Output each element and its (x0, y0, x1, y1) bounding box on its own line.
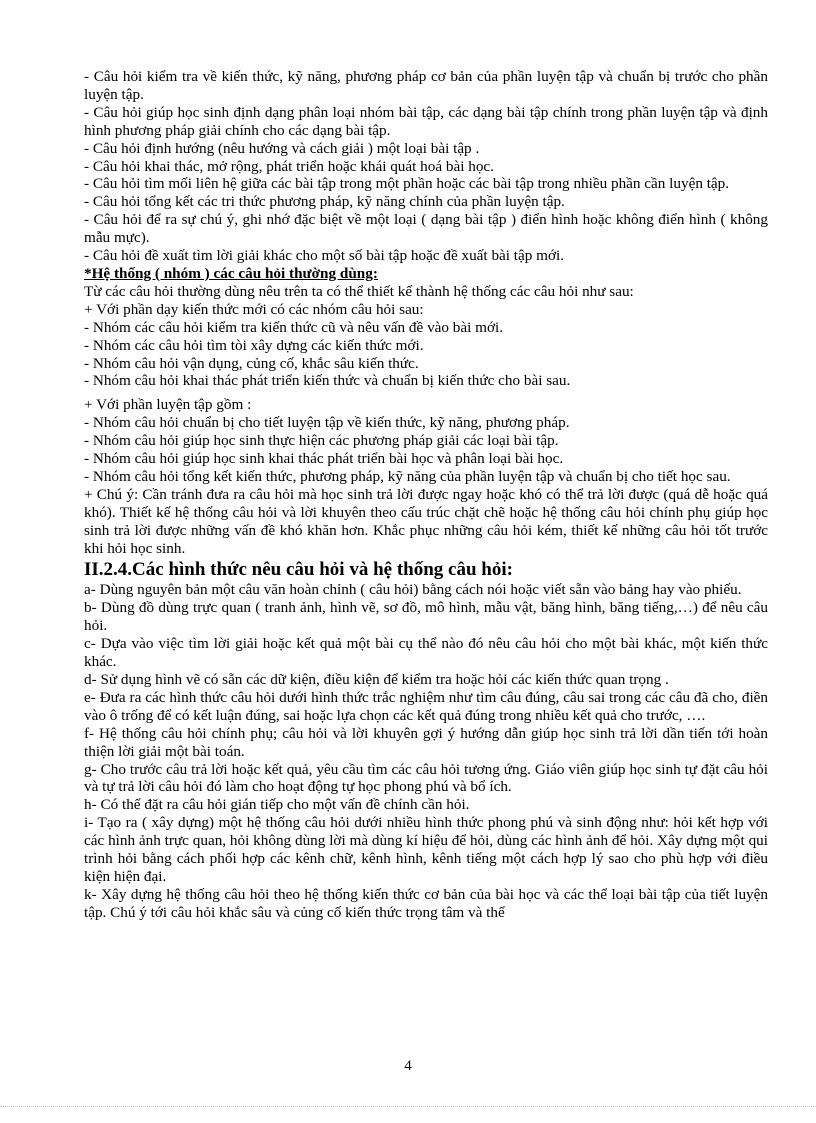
paragraph: d- Sử dụng hình vẽ có sẵn các dữ kiện, điều kiện để kiểm tra hoặc hỏi các kiến thức quan trọng . (84, 671, 669, 688)
paragraph: - Nhóm câu hỏi giúp học sinh khai thác phát triển bài học và phân loại bài học. (84, 450, 564, 468)
paragraph: i- Tạo ra ( xây dựng) một hệ thống câu hỏi dưới nhiều hình thức phong phú và sinh động như: hỏi kết hợp với các hình ảnh trực quan, hỏi không dùng lời mà dùng kí hiệu để hỏi, dùng các hình ảnh để hỏi. Xây dựng một qui trình hỏi bằng cách phối hợp các kênh chữ, kênh hình, kênh tiếng một cách hợp lý sao cho phù hợp với điều kiện hiện đại. (84, 814, 768, 885)
paragraph: - Nhóm câu hỏi vận dụng, củng cố, khắc sâu kiến thức. (84, 354, 419, 372)
paragraph: - Nhóm câu hỏi giúp học sinh thực hiện các phương pháp giải các loại bài tập. (84, 432, 559, 450)
paragraph-group-b (84, 283, 768, 390)
paragraph: - Câu hỏi kiểm tra về kiến thức, kỹ năng, phương pháp cơ bản của phần luyện tập và chuẩn bị trước cho phần luyện tập. (84, 68, 768, 103)
paragraph: e- Đưa ra các hình thức câu hỏi dưới hình thức trắc nghiệm như tìm câu đúng, câu sai trong các câu đã cho, điền vào ô trống để có kết luận đúng, sai hoặc lựa chọn các kết quả đúng trong nhiều kết quả cho trước, …. (84, 688, 768, 724)
paragraph: - Nhóm các câu hỏi tìm tòi xây dựng các kiến thức mới. (84, 336, 424, 354)
section-title: II.2.4.Các hình thức nêu câu hỏi và hệ thống câu hỏi: (84, 559, 513, 581)
paragraph: + Với phần luyện tập gồm : (84, 396, 252, 414)
document-body (84, 68, 768, 922)
paragraph: - Nhóm câu hỏi tổng kết kiến thức, phương pháp, kỹ năng của phần luyện tập và chuẩn bị cho tiết học sau. (84, 467, 731, 485)
paragraph-group-c (84, 396, 768, 557)
paragraph-group-d (84, 581, 768, 921)
paragraph: k- Xây dựng hệ thống câu hỏi theo hệ thống kiến thức cơ bản của bài học và các thể loại bài tập của tiết luyện tập. Chú ý tới câu hỏi khắc sâu và củng cố kiến thức trọng tâm và thể (84, 885, 768, 921)
paragraph: g- Cho trước câu trả lời hoặc kết quả, yêu cầu tìm các câu hỏi tương ứng. Giáo viên giúp học sinh tự đặt câu hỏi và tự trả lời câu hỏi đó làm cho hoạt động tự học phong phú và bổ ích. (84, 760, 768, 796)
paragraph: f- Hệ thống câu hỏi chính phụ; câu hỏi và lời khuyên gợi ý hướng dẫn giúp học sinh trả lời dần tiến tới hoàn thiện lời giải một bài toán. (84, 724, 768, 760)
paragraph: a- Dùng nguyên bản một câu văn hoàn chỉnh ( câu hỏi) bằng cách nói hoặc viết sẵn vào bảng hay vào phiếu. (84, 581, 742, 599)
paragraph: - Câu hỏi tổng kết các tri thức phương pháp, kỹ năng chính của phần luyện tập. (84, 193, 565, 211)
paragraph: b- Dùng đồ dùng trực quan ( tranh ảnh, hình vẽ, sơ đồ, mô hình, mẫu vật, băng hình, băng tiếng,…) để nêu câu hỏi. (84, 599, 768, 635)
paragraph: - Câu hỏi đề xuất tìm lời giải khác cho một số bài tập hoặc đề xuất bài tập mới. (84, 247, 565, 265)
question-system-heading: *Hệ thống ( nhóm ) các câu hỏi thường dùng: (84, 264, 378, 282)
paragraph: - Câu hỏi khai thác, mở rộng, phát triển hoặc khái quát hoá bài học. (84, 157, 494, 175)
page-number: 4 (404, 1058, 412, 1074)
paragraph-group-a (84, 68, 768, 265)
paragraph: - Câu hỏi giúp học sinh định dạng phân loại nhóm bài tập, các dạng bài tập chính trong phần luyện tập và định hình phương pháp giải chính cho các dạng bài tập. (84, 103, 768, 139)
paragraph: - Nhóm câu hỏi khai thác phát triển kiến thức và chuẩn bị kiến thức cho bài sau. (84, 372, 571, 390)
paragraph: - Câu hỏi tìm mối liên hệ giữa các bài tập trong một phần hoặc các bài tập trong nhiều phần cần luyện tập. (84, 175, 730, 193)
paragraph: c- Dựa vào việc tìm lời giải hoặc kết quả một bài cụ thể nào đó nêu câu hỏi cho một bài khác, một kiến thức khác. (84, 635, 768, 671)
paragraph: - Câu hỏi để ra sự chú ý, ghi nhớ đặc biệt về một loại ( dạng bài tập ) điển hình hoặc không điển hình ( không mẫu mực). (84, 211, 768, 247)
paragraph: - Nhóm câu hỏi chuẩn bị cho tiết luyện tập về kiến thức, kỹ năng, phương pháp. (84, 414, 570, 432)
paragraph: h- Có thể đặt ra câu hỏi gián tiếp cho một vấn đề chính cần hỏi. (84, 796, 470, 814)
paragraph: + Với phần dạy kiến thức mới có các nhóm câu hỏi sau: (84, 300, 424, 318)
paragraph: - Câu hỏi định hướng (nêu hướng và cách giải ) một loại bài tập . (84, 139, 480, 157)
paragraph: - Nhóm các câu hỏi kiểm tra kiến thức cũ và nêu vấn đề vào bài mới. (84, 318, 504, 336)
paragraph: + Chú ý: Cần tránh đưa ra câu hỏi mà học sinh trả lời được ngay hoặc khó có thể trả lời được (quá dễ hoặc quá khó). Thiết kế hệ thống câu hỏi và lời khuyên theo cấu trúc chặt chẽ hoặc hệ thống câu hỏi chính phụ giúp học sinh trả lời được những vấn đề khó khăn hơn. Khắc phục những câu hỏi kém, thiết kế những câu hỏi tốt trước khi hỏi học sinh. (84, 485, 768, 557)
footer-divider (0, 1106, 816, 1107)
paragraph: Từ các câu hỏi thường dùng nêu trên ta có thể thiết kế thành hệ thống các câu hỏi như sau: (84, 282, 634, 300)
